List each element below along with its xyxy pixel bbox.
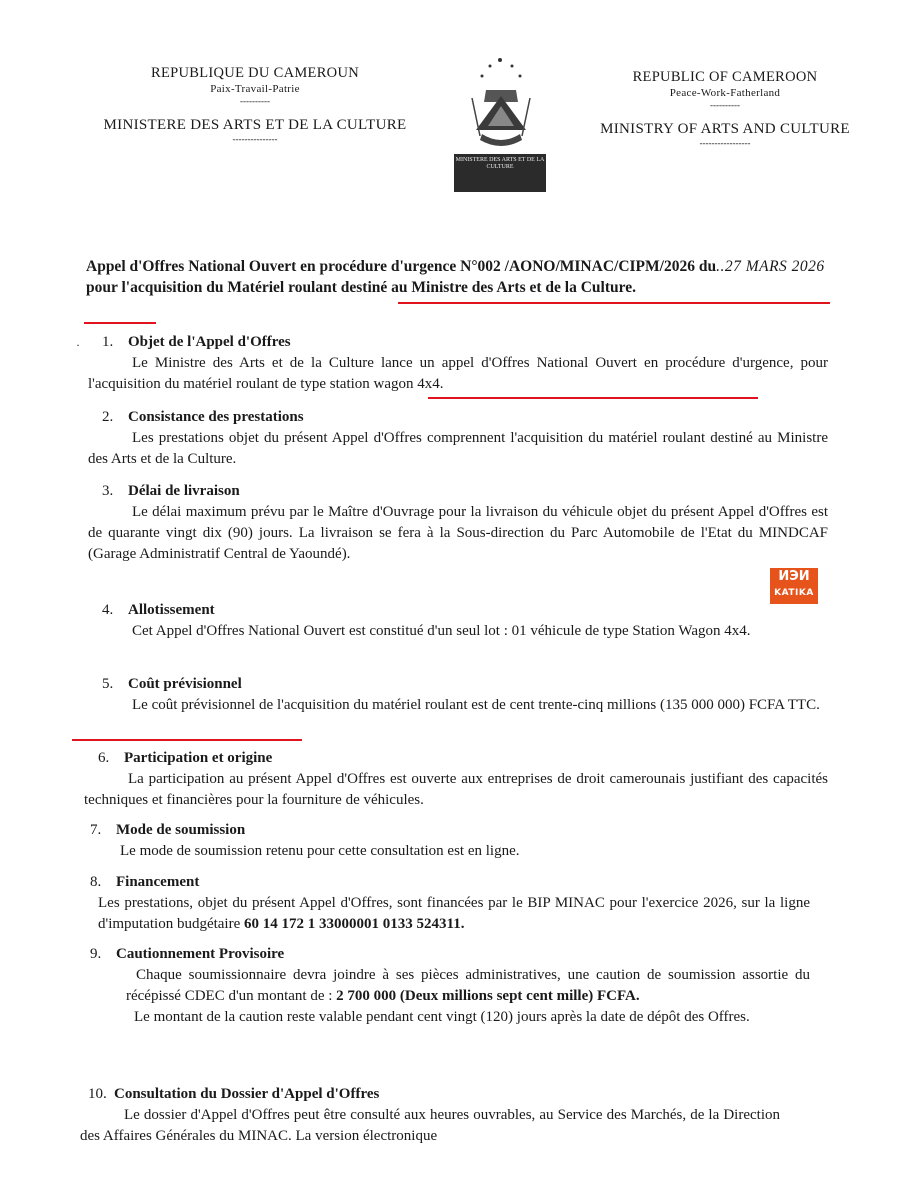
separator: ----------: [240, 96, 270, 106]
section-4: [88, 600, 828, 642]
section-text: Chaque soumissionnaire devra joindre à ses pièces administratives, une caution de soumission assortie du récépissé CDEC d'un montant de : 2 700 000 (Deux millions sept cent mille) FCFA.: [126, 967, 810, 1004]
budget-line: 60 14 172 1 33000001 0133 524311.: [244, 916, 465, 932]
section-heading: 9. Cautionnement Provisoire: [90, 946, 285, 962]
section-text: Cet Appel d'Offres National Ouvert est constitué d'un seul lot : 01 véhicule de type Station Wagon 4x4.: [132, 623, 751, 639]
section-text: Le délai maximum prévu par le Maître d'Ouvrage pour la livraison du véhicule objet du présent Appel d'Offres est de quarante vingt dix (90) jours. La livraison se fera à la Sous-direction du Parc Automobile de l'Etat du MINDCAF (Garage Administratif Central de Yaoundé).: [88, 504, 828, 562]
highlight-underline: [72, 739, 302, 741]
separator: ---------------: [232, 134, 278, 144]
coat-of-arms-emblem: [452, 50, 550, 200]
section-3: [88, 481, 828, 565]
bond-amount: 2 700 000 (Deux millions sept cent mille) FCFA.: [336, 988, 640, 1004]
section-8: [84, 872, 810, 935]
handwritten-date: ..27 MARS 2026: [716, 258, 825, 275]
tender-title-line1: Appel d'Offres National Ouvert en procédure d'urgence N°002 /AONO/MINAC/CIPM/2026: [86, 258, 695, 275]
header-left: [70, 64, 440, 144]
tender-date-prefix: du: [698, 258, 717, 275]
section-heading: 4. Allotissement: [102, 602, 215, 618]
section-heading: 6. Participation et origine: [98, 750, 273, 766]
section-text: La participation au présent Appel d'Offres est ouverte aux entreprises de droit camerounais justifiant des capacités techniques et financières pour la fourniture de véhicules.: [84, 771, 828, 808]
section-7: [76, 820, 820, 862]
highlight-underline: [398, 302, 830, 304]
separator: ----------: [710, 100, 740, 110]
ministry-fr: MINISTERE DES ARTS ET DE LA CULTURE: [103, 117, 407, 133]
section-9: [88, 944, 810, 1028]
section-text: Les prestations, objet du présent Appel d'Offres, sont financées par le BIP MINAC pour l'exercice 2026, sur la ligne d'imputation budgétaire 60 14 172 1 33000001 0133 524311.: [98, 895, 810, 932]
section-6: [84, 748, 828, 811]
margin-dot: ·: [76, 338, 80, 352]
section-text-2: Le montant de la caution reste valable pendant cent vingt (120) jours après la date de dépôt des Offres.: [134, 1009, 750, 1025]
section-text: Le dossier d'Appel d'Offres peut être consulté aux heures ouvrables, au Service des Marchés, de la Direction des Affaires Générales du MINAC. La version électronique: [80, 1107, 780, 1144]
highlight-underline: [428, 397, 758, 399]
section-10: [80, 1084, 780, 1147]
motto-en: Peace-Work-Fatherland: [669, 87, 781, 99]
section-heading: 1. Objet de l'Appel d'Offres: [102, 334, 291, 350]
tender-title: [86, 256, 846, 298]
section-text: Le mode de soumission retenu pour cette consultation est en ligne.: [120, 843, 520, 859]
section-heading: 2. Consistance des prestations: [102, 409, 304, 425]
coat-of-arms-icon: [452, 50, 550, 154]
country-en: REPUBLIC OF CAMEROON: [632, 69, 818, 85]
section-heading: 3. Délai de livraison: [102, 483, 240, 499]
motto-fr: Paix-Travail-Patrie: [210, 83, 300, 95]
section-text: Les prestations objet du présent Appel d'Offres comprennent l'acquisition du matériel roulant destiné au Ministre des Arts et de la Culture.: [88, 430, 828, 467]
ministry-en: MINISTRY OF ARTS AND CULTURE: [600, 121, 850, 137]
section-text: Le Ministre des Arts et de la Culture lance un appel d'Offres National Ouvert en procédure d'urgence, pour l'acquisition du matériel roulant de type station wagon 4x4.: [88, 355, 828, 392]
section-1: [88, 332, 828, 395]
separator: -----------------: [699, 138, 751, 148]
header-right: [575, 68, 875, 148]
section-heading: 5. Coût prévisionnel: [102, 676, 242, 692]
section-2: [88, 407, 828, 470]
ministry-seal: MINISTERE DES ARTS ET DE LA CULTURE: [454, 154, 546, 192]
tender-title-line2: pour l'acquisition du Matériel roulant destiné au Ministre des Arts et de la Culture.: [86, 279, 636, 296]
highlight-underline: [84, 322, 156, 324]
country-fr: REPUBLIQUE DU CAMEROUN: [151, 65, 359, 81]
section-5: [88, 674, 828, 716]
katika-watermark: ИЭИ KATIKA: [770, 568, 818, 604]
section-text: Le coût prévisionnel de l'acquisition du matériel roulant est de cent trente-cinq millions (135 000 000) FCFA TTC.: [132, 697, 820, 713]
section-heading: 7. Mode de soumission: [90, 822, 246, 838]
section-heading: 8. Financement: [90, 874, 200, 890]
section-heading: 10. Consultation du Dossier d'Appel d'Offres: [88, 1086, 380, 1102]
